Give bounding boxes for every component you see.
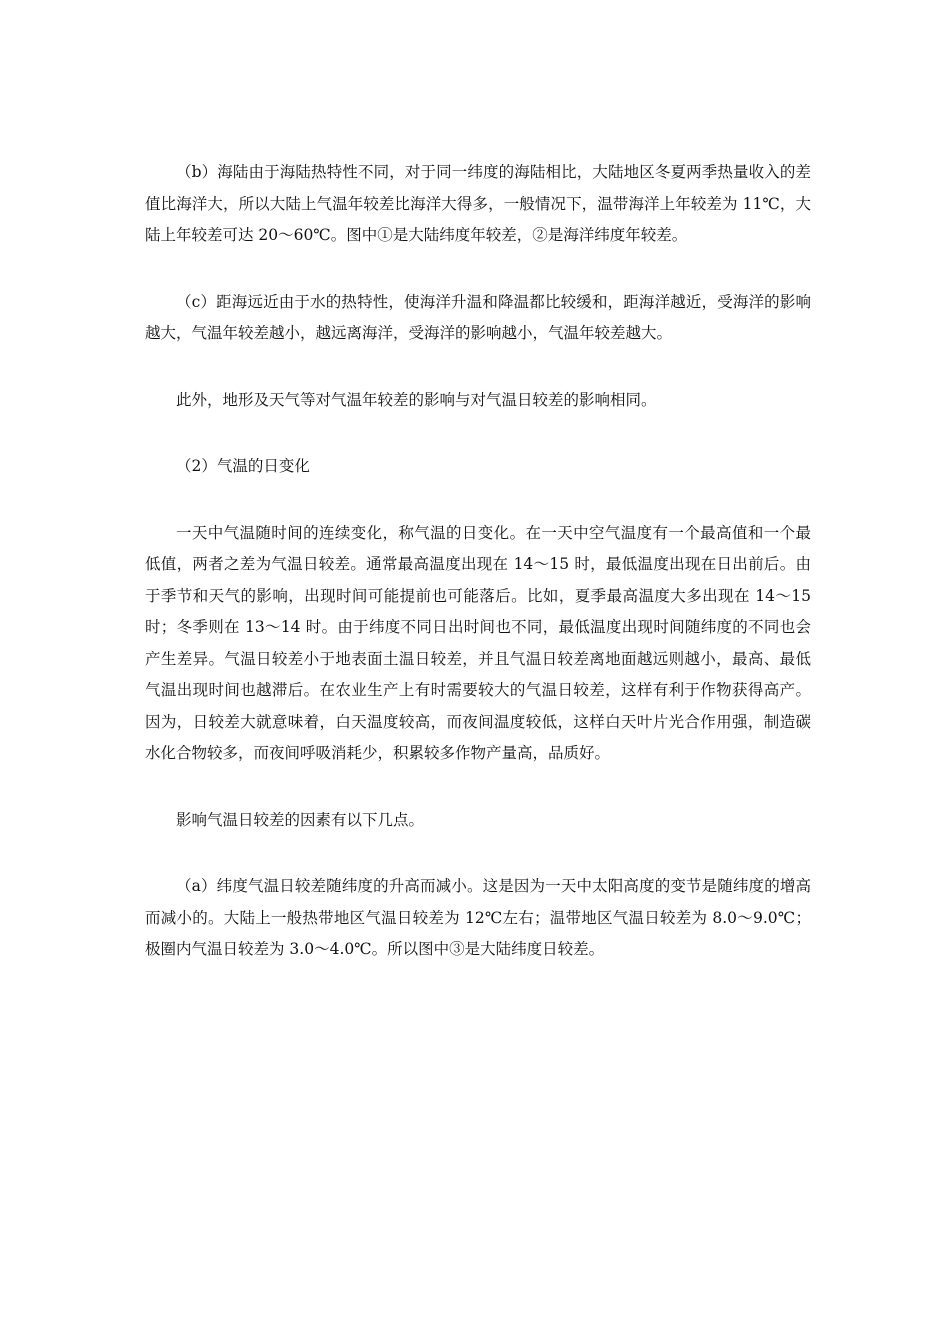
section-heading-daily-variation: （2）气温的日变化 — [176, 457, 310, 475]
document-body — [145, 157, 811, 966]
paragraph-daily-range-factors: 影响气温日较差的因素有以下几点。 — [176, 810, 425, 829]
paragraph-daily-variation: 一天中气温随时间的连续变化，称气温的日变化。在一天中空气温度有一个最高值和一个最低值，两者之差为气温日较差。通常最高温度出现在 14～15 时，最低温度出现在日出前后。由于季节和天气的影响，出现时间可能提前也可能落后。比如，夏季最高温度大多出现在 14～15 时；冬季则在 13～14 时。由于纬度不同日出时间也不同，最低温度出现时间随纬度的不同也会产生差异。气温日较差小于地表面土温日较差，并且气温日较差离地面越远则越小，最高、最低气温出现时间也越滞后。在农业生产上有时需要较大的气温日较差，这样有利于作物获得高产。因为，日较差大就意味着，白天温度较高，而夜间温度较低，这样白天叶片光合作用强，制造碳水化合物较多，而夜间呼吸消耗少，积累较多作物产量高，品质好。 — [145, 523, 811, 762]
paragraph-latitude-daily-range: （a）纬度气温日较差随纬度的升高而减小。这是因为一天中太阳高度的变节是随纬度的增高而减小的。大陆上一般热带地区气温日较差为 12℃左右；温带地区气温日较差为 8.0～9.0℃；极圈内气温日较差为 3.0～4.0℃。所以图中③是大陆纬度日较差。 — [145, 877, 811, 958]
paragraph-terrain-weather: 此外，地形及天气等对气温年较差的影响与对气温日较差的影响相同。 — [176, 390, 657, 409]
paragraph-distance-from-sea: （c）距海远近由于水的热特性，使海洋升温和降温都比较缓和，距海洋越近，受海洋的影响越大，气温年较差越小，越远离海洋，受海洋的影响越小，气温年较差越大。 — [145, 292, 811, 342]
paragraph-sea-land-annual-range: （b）海陆由于海陆热特性不同，对于同一纬度的海陆相比，大陆地区冬夏两季热量收入的差值比海洋大，所以大陆上气温年较差比海洋大得多，一般情况下，温带海洋上年较差为 11℃，大陆上年较差可达 20～60℃。图中①是大陆纬度年较差，②是海洋纬度年较差。 — [145, 163, 811, 244]
